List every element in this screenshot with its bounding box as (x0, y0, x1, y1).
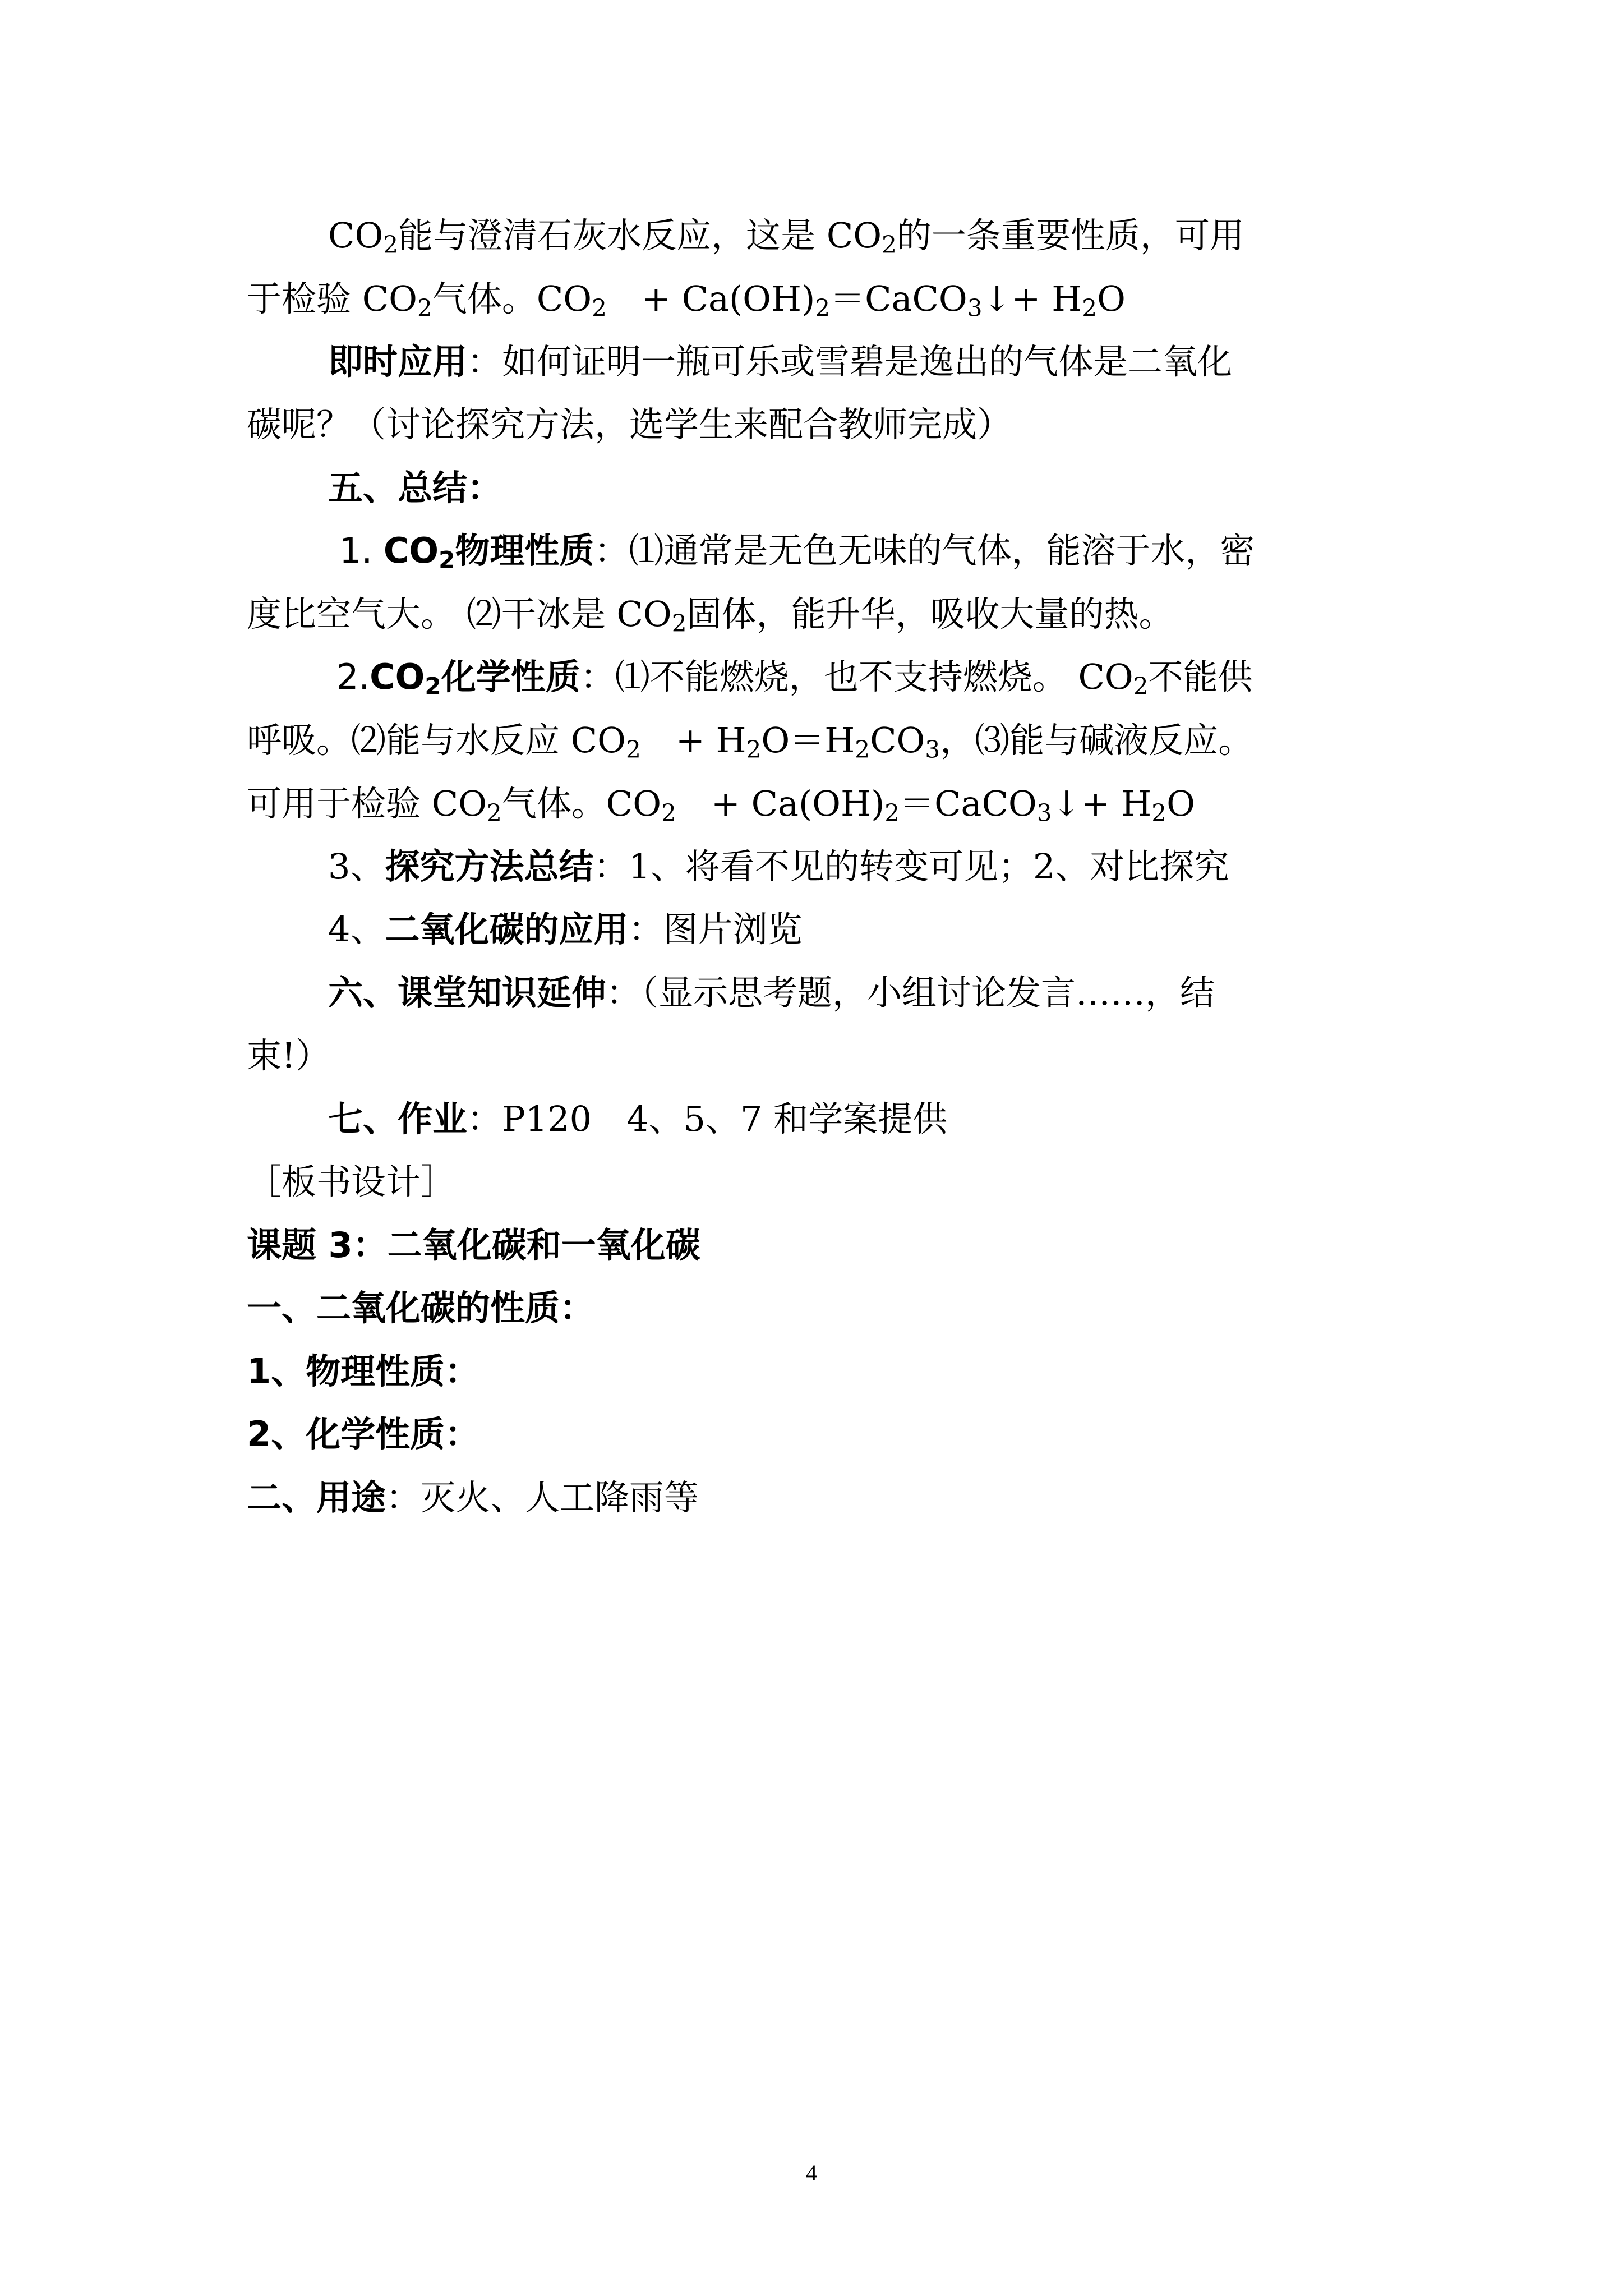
item-number: 4、 (328, 909, 385, 950)
section-homework (328, 1094, 947, 1144)
text: + Ca(OH) (606, 278, 815, 319)
subscript: 2 (671, 609, 687, 637)
text: 呼吸。⑵能与水反应 CO (247, 720, 626, 761)
section-heading-summary (328, 463, 502, 513)
board-section-properties (247, 1283, 594, 1333)
subscript: 2 (746, 735, 762, 763)
equation-limewater-line (247, 274, 1126, 324)
board-topic (247, 1220, 700, 1271)
text: ：（显示思考题，小组讨论发言……，结 (606, 972, 1215, 1013)
text: ：1、将看不见的转变可见；2、对比探究 (593, 846, 1229, 887)
text: 一、二氧化碳的性质： (247, 1287, 595, 1328)
item-number: 1. (339, 530, 384, 571)
board-design-title (247, 1157, 455, 1207)
text: 度比空气大。 ⑵干冰是 CO (247, 593, 672, 634)
subscript: 3 (967, 294, 983, 322)
text: ：灭火、人工降雨等 (386, 1477, 699, 1518)
bold-heading: 七、作业 (328, 1098, 468, 1139)
bold-heading: CO (370, 656, 425, 697)
item-number: 2. (336, 656, 370, 697)
text: 气体。CO (501, 783, 662, 824)
subscript: 2 (592, 294, 607, 322)
bold-heading: CO (383, 530, 439, 571)
subscript: 2 (383, 231, 399, 259)
board-item-chemical (247, 1409, 479, 1460)
subscript: 2 (425, 672, 441, 700)
text: 课题 3：二氧化碳和一氧化碳 (247, 1225, 700, 1266)
subscript: 2 (625, 735, 641, 763)
subscript: 2 (815, 294, 831, 322)
subscript: 2 (1133, 672, 1149, 700)
subscript: 2 (661, 799, 676, 827)
summary-physical-continuation (247, 589, 1174, 639)
text: ：图片浏览 (628, 909, 803, 950)
text: 能与澄清石灰水反应，这是 CO (398, 215, 882, 256)
bold-heading: 即时应用 (328, 341, 468, 382)
board-item-physical (247, 1346, 479, 1397)
paragraph-instant-application (328, 337, 1232, 387)
text: 不能供 (1148, 656, 1253, 697)
subscript: 2 (1151, 799, 1167, 827)
board-section-uses (247, 1473, 699, 1523)
text: O (1097, 278, 1126, 319)
subscript: 3 (1036, 799, 1052, 827)
text: 固体，能升华，吸收大量的热。 (686, 593, 1174, 634)
paragraph-continuation (247, 1030, 330, 1081)
text: ＝CaCO (830, 278, 967, 319)
text: 1、物理性质： (247, 1351, 480, 1392)
text: ：如何证明一瓶可乐或雪碧是逸出的气体是二氧化 (467, 341, 1233, 382)
subscript: 2 (882, 231, 897, 259)
subscript: 2 (417, 294, 432, 322)
section-knowledge-extension (328, 968, 1215, 1018)
text: 可用于检验 CO (247, 783, 487, 824)
text: 五、总结： (328, 467, 502, 508)
text: 束!） (247, 1035, 330, 1076)
bold-heading: 二、用途 (247, 1477, 386, 1518)
text: CO (328, 215, 384, 256)
text: ＝CaCO (900, 783, 1037, 824)
bold-heading: 六、课堂知识延伸 (328, 972, 607, 1013)
text: ↓+ H (982, 278, 1082, 319)
text: 于检验 CO (247, 278, 417, 319)
bold-heading: 探究方法总结 (385, 846, 594, 887)
text: ：⑴不能燃烧，也不支持燃烧。 CO (580, 656, 1133, 697)
page-number: 4 (806, 2160, 817, 2185)
text: 的一条重要性质，可用 (896, 215, 1244, 256)
summary-item-physical (339, 526, 1255, 576)
text: ↓+ H (1052, 783, 1152, 824)
equation-limewater-line-2 (247, 779, 1195, 829)
equation-water-line (247, 715, 1253, 766)
summary-item-chemical (336, 652, 1253, 702)
item-number: 3、 (328, 846, 385, 887)
text: + Ca(OH) (676, 783, 885, 824)
text: ［板书设计］ (247, 1161, 456, 1202)
bold-heading: 二氧化碳的应用 (385, 909, 629, 950)
text: 碳呢？（讨论探究方法，选学生来配合教师完成） (247, 404, 1012, 445)
paragraph-co2-limewater (328, 210, 1244, 261)
text: ：P120 4、5、7 和学案提供 (467, 1098, 948, 1139)
text: 2、化学性质： (247, 1414, 480, 1455)
subscript: 2 (855, 735, 870, 763)
subscript: 3 (925, 735, 940, 763)
text: 气体。CO (432, 278, 592, 319)
bold-heading: 物理性质 (455, 530, 594, 571)
text: CO (870, 720, 925, 761)
text: O＝H (761, 720, 855, 761)
summary-item-applications (328, 904, 802, 955)
summary-item-methods (328, 841, 1229, 892)
text: ：⑴通常是无色无味的气体，能溶于水，密 (594, 530, 1255, 571)
text: + H (640, 720, 746, 761)
subscript: 2 (884, 799, 900, 827)
paragraph-continuation (247, 399, 1012, 450)
subscript: 2 (1082, 294, 1098, 322)
text: O (1166, 783, 1195, 824)
text: ，⑶能与碱液反应。 (940, 720, 1253, 761)
subscript: 2 (486, 799, 502, 827)
subscript: 2 (439, 546, 455, 574)
bold-heading: 化学性质 (441, 656, 580, 697)
